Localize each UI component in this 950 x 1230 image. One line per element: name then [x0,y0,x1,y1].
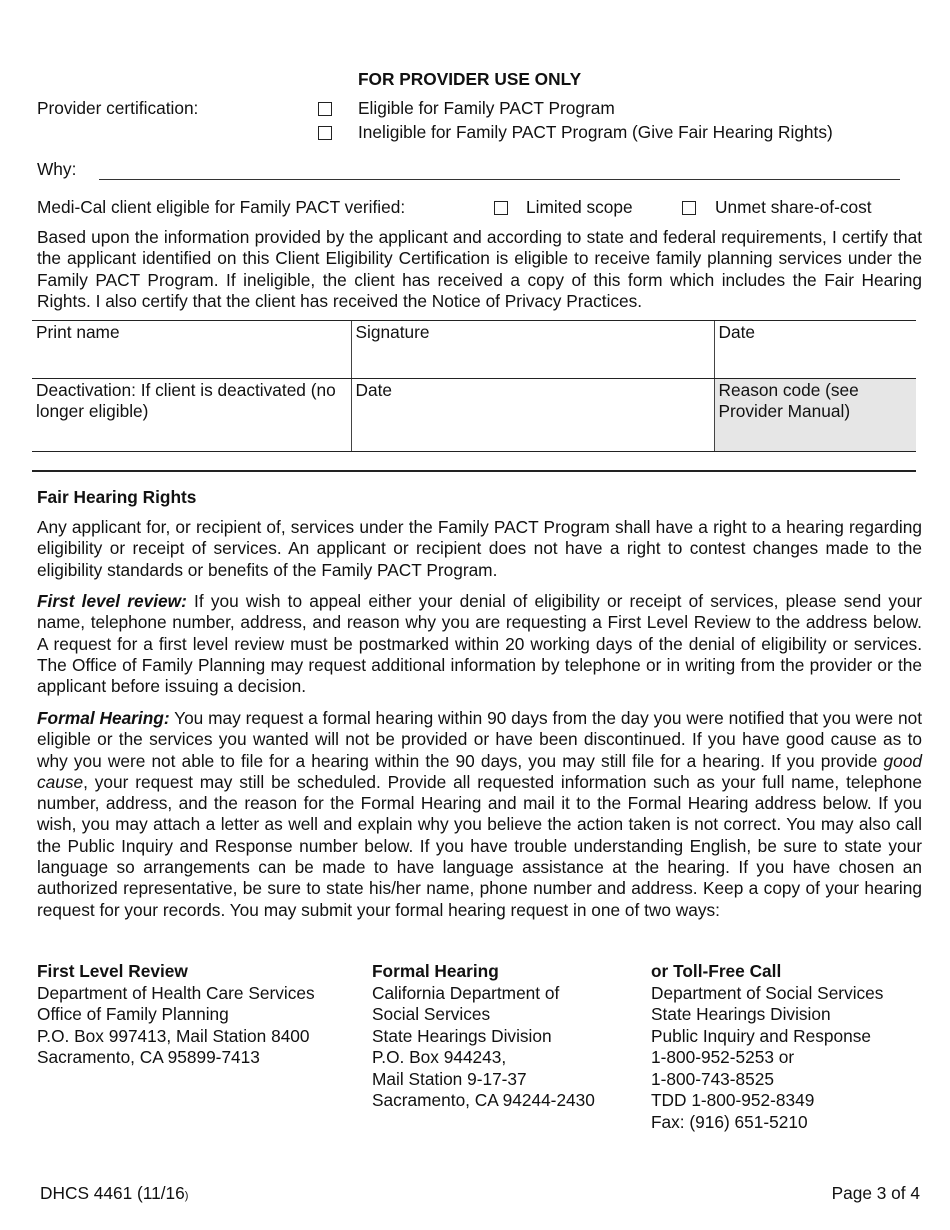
reason-code-label: Reason code (see Provider Manual) [718,380,859,422]
contact-line: Public Inquiry and Response [651,1025,871,1046]
toll-free-contact [651,961,883,1133]
formal-hearing-text-2: , your request may still be scheduled. Provide all requested information such as your full name, telephone number, address, and the reason for the Formal Hearing and mail it to the Formal Hearing address below. If you wish, you may attach a letter as well and explain why you believe the action taken is not correct. You may also call the Public Inquiry and Response number below. If you have trouble understanding English, be sure to state your language so arrangements can be made to have language assistance at the hearing. If you have chosen an authorized representative, be sure to state his/her name, phone number and address. Keep a copy of your hearing request for your records. You may submit your formal hearing request in one of two ways: [37,771,922,920]
provider-use-heading: FOR PROVIDER USE ONLY [358,69,582,89]
eligible-checkbox[interactable] [318,102,332,116]
contact-line: 1-800-743-8525 [651,1068,774,1089]
address-line: Office of Family Planning [37,1004,229,1024]
deactivation-cell [32,379,351,452]
fair-hearing-title: Fair Hearing Rights [37,487,197,507]
formal-hearing-paragraph [37,708,922,921]
form-id-close: ) [184,1190,189,1202]
address-line: California Department of [372,982,560,1003]
date-cell[interactable] [714,321,916,379]
medi-cal-verified-label: Medi-Cal client eligible for Family PACT verified: [37,197,406,217]
ineligible-checkbox[interactable] [318,126,332,140]
address-line: P.O. Box 944243, [372,1047,507,1067]
first-level-review-lead: First level review: [37,591,187,611]
print-name-label: Print name [36,322,120,342]
unmet-share-of-cost-checkbox[interactable] [682,201,696,215]
certification-table [32,320,916,452]
address-line: Social Services [372,1004,491,1024]
unmet-share-of-cost-label: Unmet share-of-cost [715,197,872,217]
contact-line: TDD 1-800-952-8349 [651,1090,815,1110]
formal-hearing-text-1: You may request a formal hearing within 90 days from the day you were notified that you were not eligible or the services you wanted will not be provided or have been discontinued. If you have good cause as to why you were not able to file for a hearing within the 90 days, you may still file for a hearing. If you provide [37,708,922,771]
first-level-review-address [37,961,315,1069]
why-label: Why: [37,159,77,179]
reason-code-cell[interactable] [714,379,916,452]
limited-scope-label: Limited scope [526,197,633,217]
toll-free-title: or Toll-Free Call [651,961,782,981]
address-line: State Hearings Division [372,1025,552,1046]
signature-label: Signature [355,322,430,342]
contact-line: State Hearings Division [651,1004,831,1024]
provider-certification-label: Provider certification: [37,98,199,118]
deactivation-label: Deactivation: If client is deactivated (no longer eligible) [36,380,336,422]
first-level-review-title: First Level Review [37,961,188,981]
ineligible-option-label: Ineligible for Family PACT Program (Give Fair Hearing Rights) [358,122,833,142]
good-cause-text: good cause [37,750,922,792]
first-level-review-paragraph [37,591,922,697]
form-id [40,1183,188,1204]
address-line: Sacramento, CA 95899-7413 [37,1047,260,1067]
formal-hearing-title: Formal Hearing [372,961,499,981]
address-line: Mail Station 9-17-37 [372,1068,527,1089]
limited-scope-checkbox[interactable] [494,201,508,215]
page-number: Page 3 of 4 [831,1183,920,1203]
address-line: Department of Health Care Services [37,982,315,1003]
formal-hearing-lead: Formal Hearing: [37,708,170,728]
contact-line: Fax: (916) 651-5210 [651,1111,808,1132]
deactivation-date-cell[interactable] [351,379,714,452]
form-id-text: DHCS 4461 (11/16 [40,1183,185,1203]
fair-hearing-intro: Any applicant for, or recipient of, services under the Family PACT Program shall have a right to a hearing regarding eligibility or receipt of services. An applicant or recipient does not have a right to contest changes made to the eligibility standards or benefits of the Family PACT Program. [37,517,922,580]
first-level-review-text: If you wish to appeal either your denial of eligibility or receipt of services, please send your name, telephone number, address, and reason why you are requesting a First Level Review to the address below. A request for a first level review must be postmarked within 20 working days of the denial of eligibility or services. The Office of Family Planning may request additional information by telephone or in writing from the provider or the applicant before issuing a decision. [37,591,922,697]
eligible-option-label: Eligible for Family PACT Program [358,98,615,118]
why-field[interactable] [99,159,900,180]
date-label: Date [718,322,756,342]
address-line: P.O. Box 997413, Mail Station 8400 [37,1025,310,1046]
address-line: Sacramento, CA 94244-2430 [372,1090,595,1110]
contact-line: Department of Social Services [651,982,884,1003]
formal-hearing-address [372,961,595,1112]
section-divider [32,470,916,472]
deactivation-date-label: Date [355,380,393,400]
print-name-cell[interactable] [32,321,351,379]
contact-line: 1-800-952-5253 or [651,1047,795,1067]
signature-cell[interactable] [351,321,714,379]
certification-paragraph: Based upon the information provided by the applicant and according to state and federal requirements, I certify that the applicant identified on this Client Eligibility Certification is eligible to receive family planning services under the Family PACT Program. If ineligible, the client has received a copy of this form which includes the Fair Hearing Rights. I also certify that the client has received the Notice of Privacy Practices. [37,227,922,311]
